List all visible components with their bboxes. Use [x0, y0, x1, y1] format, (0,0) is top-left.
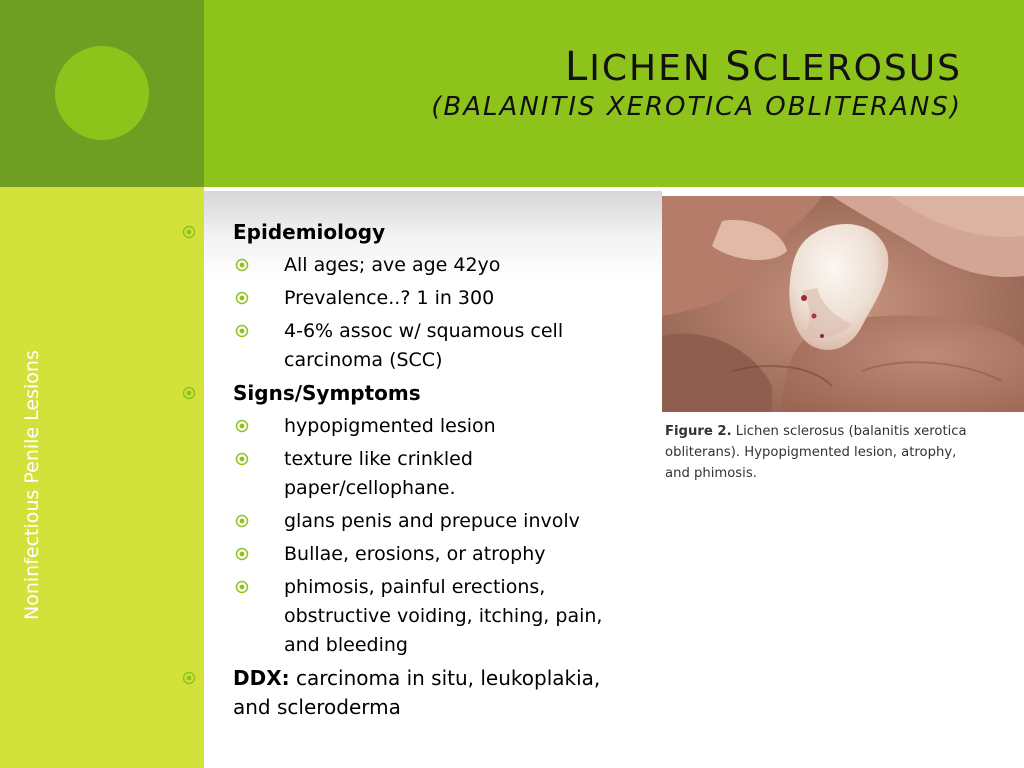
- bullet-item: [180, 664, 640, 722]
- left-header-panel: [0, 0, 204, 187]
- bullet-heading: Epidemiology: [233, 220, 386, 244]
- caption-line-2: obliterans). Hypopigmented lesion, atrophy,: [665, 445, 957, 460]
- bullet-text: carcinoma in situ, leukoplakia, and scleroderma: [233, 666, 601, 719]
- sidebar-section-label: Noninfectious Penile Lesions: [21, 350, 43, 620]
- decorative-circle: [55, 46, 149, 140]
- caption-line-1: Lichen sclerosus (balanitis xerotica: [735, 424, 967, 439]
- slide-subtitle: (BALANITIS XEROTICA OBLITERANS): [431, 92, 962, 122]
- bullet-item: [180, 218, 640, 247]
- bullet-text: phimosis, painful erections, obstructive voiding, itching, pain, and bleeding: [284, 576, 603, 656]
- bullet-text: Prevalence..? 1 in 300: [284, 287, 495, 309]
- bullet-icon: [182, 386, 196, 400]
- bullet-icon: [235, 452, 249, 466]
- bullet-text: glans penis and prepuce involv: [284, 510, 580, 532]
- bullet-text: Bullae, erosions, or atrophy: [284, 543, 546, 565]
- slide-title: LICHEN SCLEROSUS: [564, 44, 962, 90]
- bullet-list: [180, 218, 640, 726]
- bullet-icon: [235, 580, 249, 594]
- sub-bullet-item: [180, 573, 640, 660]
- bullet-icon: [235, 547, 249, 561]
- sub-bullet-item: [180, 445, 640, 503]
- bullet-icon: [182, 225, 196, 239]
- sub-bullet-item: [180, 412, 640, 441]
- bullet-item: [180, 379, 640, 408]
- clinical-photo: [662, 196, 1024, 412]
- title-bar: [204, 0, 1024, 187]
- sub-bullet-item: [180, 507, 640, 536]
- bullet-icon: [235, 419, 249, 433]
- sub-bullet-item: [180, 251, 640, 280]
- bullet-text: texture like crinkled paper/cellophane.: [284, 448, 473, 499]
- sub-bullet-item: [180, 317, 640, 375]
- sub-bullet-item: [180, 284, 640, 313]
- bullet-icon: [182, 671, 196, 685]
- bullet-icon: [235, 324, 249, 338]
- bullet-text: hypopigmented lesion: [284, 415, 496, 437]
- bullet-heading: Signs/Symptoms: [233, 381, 421, 405]
- bullet-text: 4-6% assoc w/ squamous cell carcinoma (SCC): [284, 320, 564, 371]
- bullet-icon: [235, 291, 249, 305]
- sub-bullet-item: [180, 540, 640, 569]
- clinical-photo-image: [662, 196, 1024, 412]
- bullet-icon: [235, 258, 249, 272]
- bullet-text: All ages; ave age 42yo: [284, 254, 501, 276]
- figure-label: Figure 2.: [665, 424, 732, 439]
- figure-caption: [665, 421, 1024, 484]
- bullet-icon: [235, 514, 249, 528]
- bullet-heading: DDX:: [233, 666, 290, 690]
- caption-line-3: and phimosis.: [665, 466, 757, 481]
